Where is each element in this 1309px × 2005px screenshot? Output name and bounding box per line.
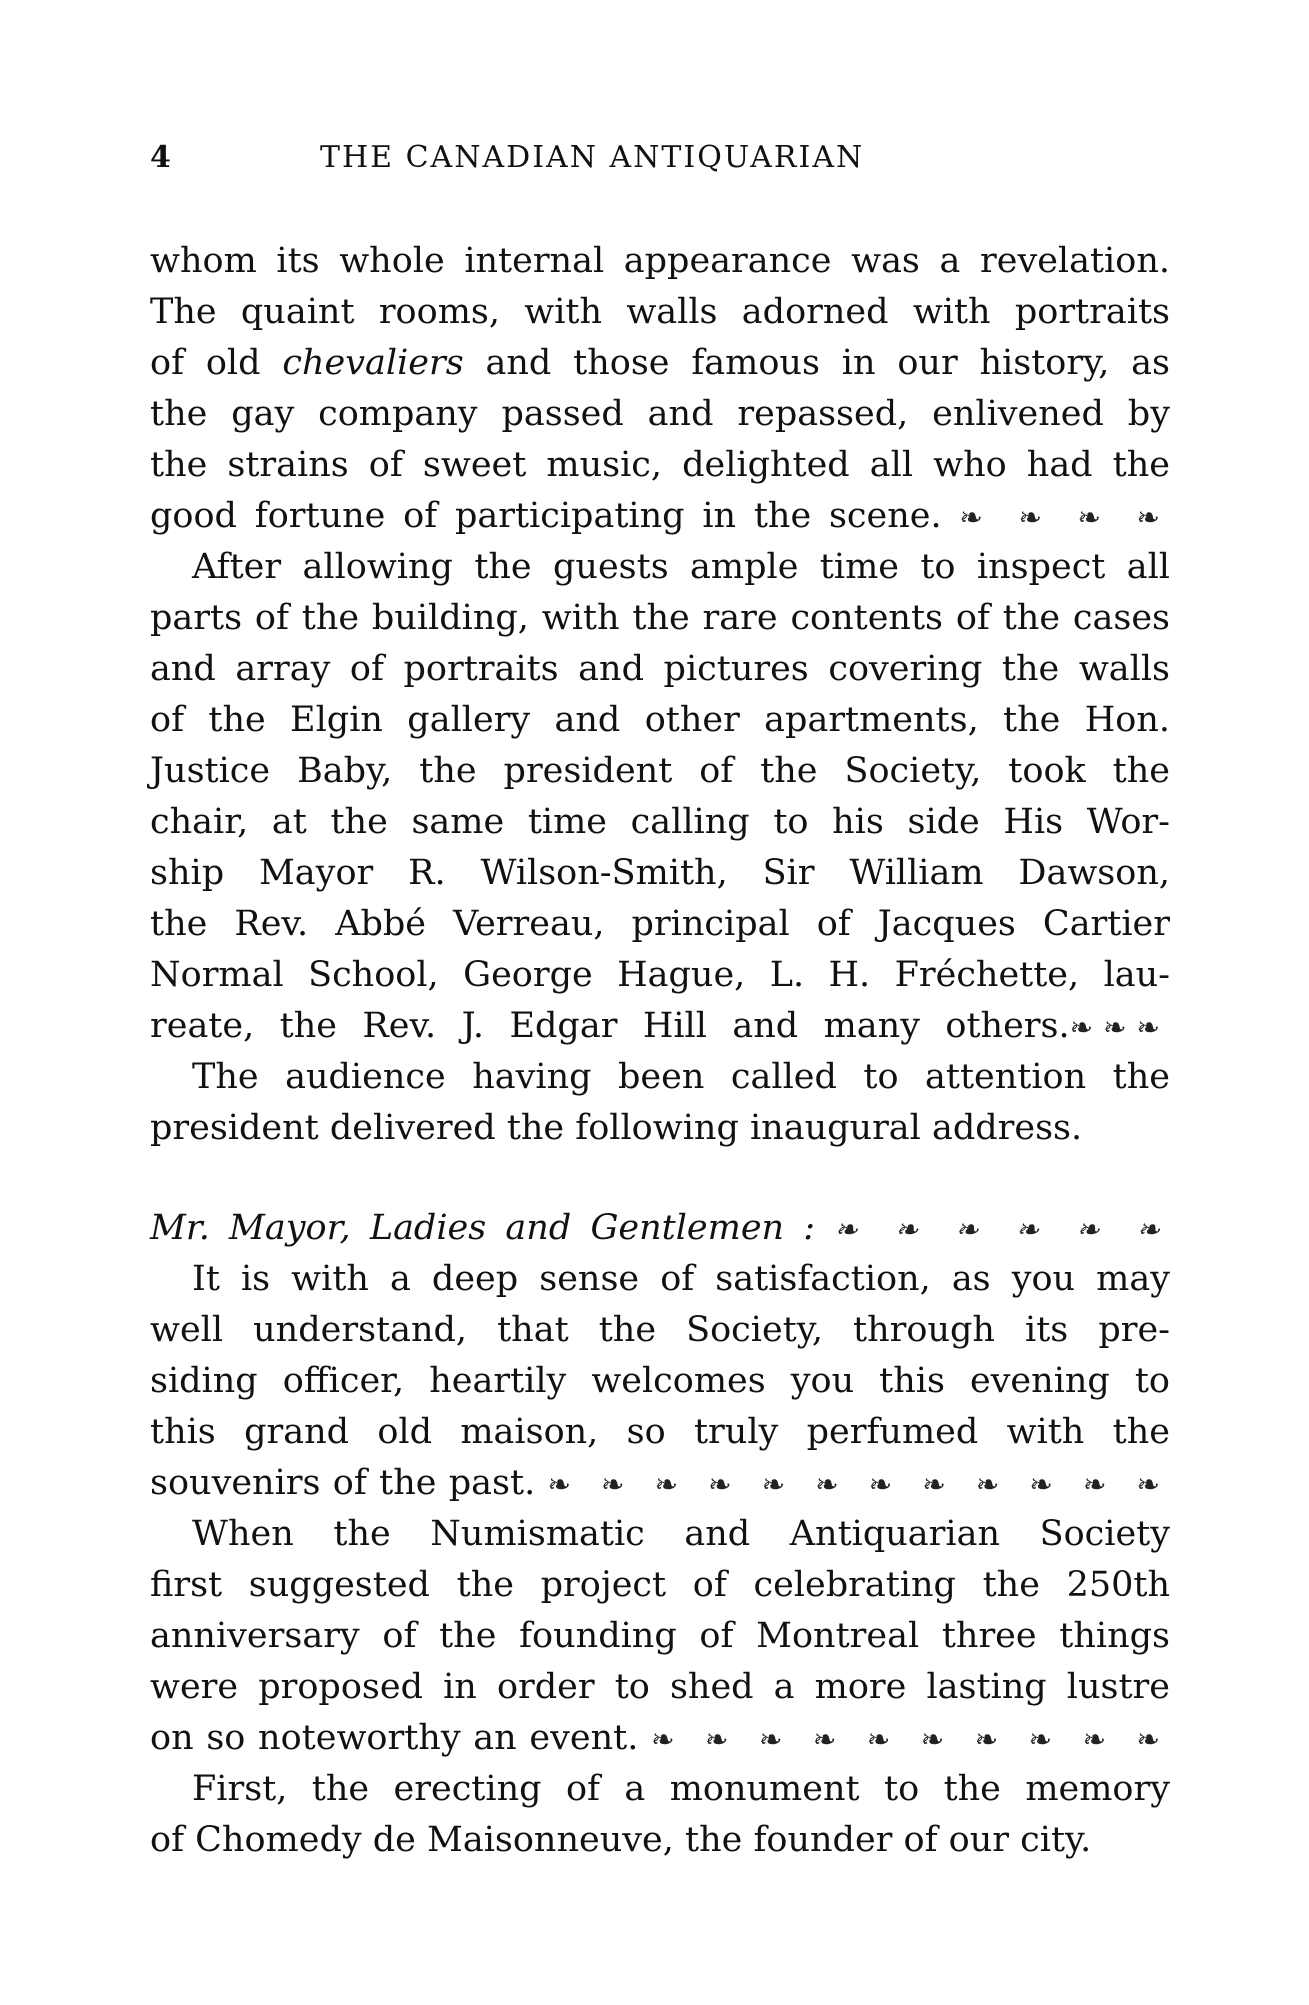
text-run: and those famous in our history, as (485, 343, 1170, 383)
text-line: and array of portraits and pictures covering the walls (150, 649, 1170, 689)
salutation: Mr. Mayor, Ladies and Gentlemen : (150, 1208, 816, 1248)
journal-title: THE CANADIAN ANTIQUARIAN (320, 140, 865, 175)
text-line: chair, at the same time calling to his side His Wor- (150, 802, 1170, 842)
text-line: siding officer, heartily welcomes you this evening to (150, 1361, 1170, 1401)
text-run: souvenirs of the past. (150, 1463, 536, 1503)
text-run: reate, the Rev. J. Edgar Hill and many others. (150, 1006, 1070, 1046)
text-line: When the Numismatic and Antiquarian Society (192, 1514, 1170, 1554)
salutation-line (150, 1203, 1170, 1254)
text-line: first suggested the project of celebrating the 250th (150, 1565, 1170, 1605)
running-head (150, 140, 1170, 200)
text-line: First, the erecting of a monument to the memory (192, 1769, 1170, 1809)
text-line: The audience having been called to attention the (192, 1057, 1170, 1097)
body-text (150, 236, 1170, 1866)
text-line: of Chomedy de Maisonneuve, the founder of our city. (150, 1820, 1092, 1860)
text-line: the Rev. Abbé Verreau, principal of Jacques Cartier (150, 904, 1170, 944)
text-line: well understand, that the Society, through its pre- (150, 1310, 1170, 1350)
text-line: Justice Baby, the president of the Society, took the (150, 751, 1170, 791)
text-line (150, 1458, 1170, 1509)
text-line: whom its whole internal appearance was a revelation. (150, 241, 1170, 281)
text-line (150, 1001, 1170, 1052)
text-line: of the Elgin gallery and other apartments, the Hon. (150, 700, 1170, 740)
text-run: of old (150, 343, 261, 383)
text-line: the strains of sweet music, delighted all who had the (150, 445, 1170, 485)
fleuron-ornament: ❧ ❧ ❧ ❧ ❧ ❧ ❧ ❧ ❧ ❧ ❧ ❧ (547, 1468, 1170, 1501)
fleuron-ornament: ❧ ❧ ❧ ❧ ❧ ❧ (834, 1213, 1170, 1246)
text-line: The quaint rooms, with walls adorned with portraits (150, 292, 1170, 332)
text-run: good fortune of participating in the scene. (150, 496, 942, 536)
text-line: It is with a deep sense of satisfaction, as you may (192, 1259, 1170, 1299)
text-line: After allowing the guests ample time to inspect all (192, 547, 1170, 587)
book-page (150, 140, 1170, 1866)
italic-word: chevaliers (282, 343, 464, 383)
fleuron-ornament: ❧ ❧ ❧ ❧ (959, 501, 1170, 534)
text-line: parts of the building, with the rare contents of the cases (150, 598, 1170, 638)
page-number: 4 (150, 140, 172, 175)
text-line: this grand old maison, so truly perfumed with the (150, 1412, 1170, 1452)
fleuron-ornament: ❧ ❧ ❧ ❧ ❧ ❧ ❧ ❧ ❧ ❧ (651, 1723, 1170, 1756)
text-line: were proposed in order to shed a more lasting lustre (150, 1667, 1170, 1707)
text-line: Normal School, George Hague, L. H. Fréchette, lau- (150, 955, 1170, 995)
text-line: ship Mayor R. Wilson-Smith, Sir William Dawson, (150, 853, 1170, 893)
text-line (150, 1713, 1170, 1764)
paragraph-gap (150, 1154, 1170, 1203)
text-line: anniversary of the founding of Montreal three things (150, 1616, 1170, 1656)
text-line: president delivered the following inaugural address. (150, 1108, 1083, 1148)
fleuron-ornament: ❧❧❧ (1069, 1011, 1170, 1044)
text-run: on so noteworthy an event. (150, 1718, 639, 1758)
text-line: the gay company passed and repassed, enlivened by (150, 394, 1170, 434)
text-line (150, 338, 1170, 389)
text-line (150, 491, 1170, 542)
